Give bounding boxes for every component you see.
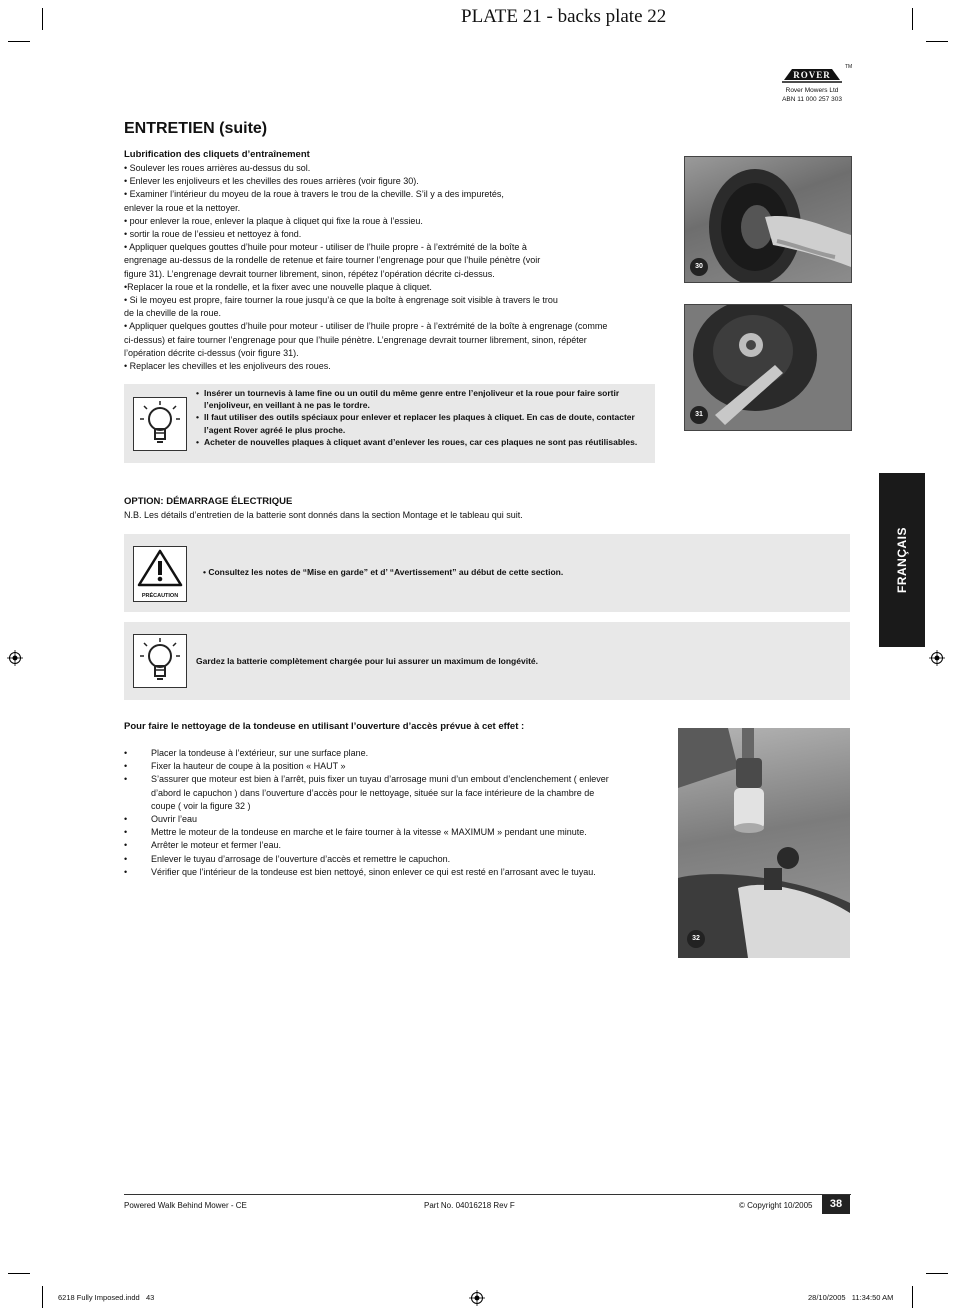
electric-start-title: OPTION: DÉMARRAGE ÉLECTRIQUE	[124, 496, 293, 507]
tip-item: Insérer un tournevis à lame fine ou un outil du même genre entre l’enjoliveur et la roue pour faire sortir l’enjoliveur, en veillant à ne pas le tordre.	[204, 388, 620, 411]
list-item: l’opération décrite ci-dessus (voir figure 31).	[124, 347, 299, 358]
crop-mark	[8, 41, 30, 42]
list-item: • pour enlever la roue, enlever la plaque à cliquet qui fixe la roue à l’essieu.	[124, 215, 423, 226]
wheel-photo-icon	[685, 157, 851, 282]
crop-mark	[926, 1273, 948, 1274]
trademark: TM	[845, 64, 853, 70]
slug-footer-right: 28/10/2005 11:34:50 AM	[808, 1293, 894, 1302]
cleaning-steps	[124, 747, 634, 879]
rover-logo	[782, 64, 853, 86]
footer-divider	[124, 1194, 851, 1195]
plate-title: PLATE 21 - backs plate 22	[461, 6, 667, 27]
list-item: engrenage au-dessus de la rondelle de retenue et faire tourner l’engrenage pour que l’huile pénètre (voir	[124, 255, 541, 266]
tip-item: Acheter de nouvelles plaques à cliquet avant d’enlever les roues, car ces plaques ne sont pas réutilisables.	[204, 436, 638, 447]
warning-triangle-icon	[134, 547, 186, 589]
registration-mark-icon	[929, 650, 945, 666]
list-item: • Si le moyeu est propre, faire tourner la roue jusqu’à ce que la boîte à engrenage soit visible à travers le trou	[124, 295, 558, 306]
logo-text: ROVER	[793, 70, 831, 80]
list-item: • S’assurer que moteur est bien à l’arrêt, puis fixer un tuyau d’arrosage muni d’un embout d’enclenchement ( enlever d’abord le capuchon ) dans l’ouverture d’accès pour le nettoyage, située sur la face intérieure de la chambre de coupe ( voir la figure 32 )	[124, 774, 609, 811]
tip-box	[124, 384, 655, 463]
list-item: • Placer la tondeuse à l’extérieur, sur une surface plane.	[124, 748, 369, 758]
registration-mark-icon	[7, 650, 23, 666]
figure-number-badge: 32	[687, 930, 705, 948]
list-item: • Fixer la hauteur de coupe à la position « HAUT »	[124, 761, 346, 772]
footer-center: Part No. 04016218 Rev F	[424, 1201, 515, 1210]
list-item: • Appliquer quelques gouttes d’huile pour moteur - utiliser de l’huile propre - à l’extrémité de la boîte à	[124, 242, 527, 253]
battery-tip-text: Gardez la batterie complètement chargée pour lui assurer un maximum de longévité.	[196, 656, 538, 666]
cleaning-title: Pour faire le nettoyage de la tondeuse en utilisant l’ouverture d’accès prévue à cet effet :	[124, 721, 525, 732]
crop-mark	[912, 8, 913, 30]
list-item: • Enlever les enjoliveurs et les chevilles des roues arrières (voir figure 30).	[124, 176, 419, 187]
list-item: • Soulever les roues arrières au-dessus du sol.	[124, 163, 311, 173]
list-item: • Vérifier que l’intérieur de la tondeuse est bien nettoyé, sinon enlever ce qui est resté en l’arrosant avec le tuyau.	[124, 866, 596, 877]
tip-icon-frame	[133, 634, 187, 688]
caution-icon-label: PRÉCAUTION	[141, 593, 179, 599]
list-item: • Enlever le tuyau d’arrosage de l’ouverture d’accès et remettre le capuchon.	[124, 853, 451, 864]
language-tab-label: FRANÇAIS	[895, 527, 909, 593]
lightbulb-icon	[134, 635, 186, 687]
figure-32-photo	[678, 728, 850, 958]
crop-mark	[912, 1286, 913, 1308]
list-item: ci-dessus) et faire tourner l’engrenage pour que l’huile pénètre. L’engrenage devrait tourner librement, sinon, répéter	[124, 334, 587, 345]
list-item: •Replacer la roue et la rondelle, et la fixer avec une nouvelle plaque à cliquet.	[124, 281, 432, 292]
hose-connector-photo-icon	[678, 728, 850, 958]
list-item: • Replacer les chevilles et les enjoliveurs des roues.	[124, 361, 331, 372]
list-item: • Appliquer quelques gouttes d’huile pour moteur - utiliser de l’huile propre - à l’extrémité de la boîte à engrenage (comme	[124, 321, 608, 332]
slug-footer-left: 6218 Fully Imposed.indd 43	[58, 1293, 155, 1302]
figure-30-photo	[684, 156, 852, 283]
page-number: 38	[822, 1195, 850, 1214]
gearbox-photo-icon	[685, 305, 851, 430]
list-item: • sortir la roue de l’essieu et nettoyez à fond.	[124, 229, 302, 240]
list-item: • Examiner l’intérieur du moyeu de la roue à travers le trou de la cheville. S’il y a des impuretés,	[124, 189, 504, 200]
crop-mark	[8, 1273, 30, 1274]
caution-text: • Consultez les notes de “Mise en garde” et d’ “Avertissement” au début de cette section.	[203, 567, 564, 577]
figure-31-photo	[684, 304, 852, 431]
crop-mark	[926, 41, 948, 42]
tip-icon-frame	[133, 397, 187, 451]
page-heading: ENTRETIEN (suite)	[124, 120, 268, 137]
list-item: • Mettre le moteur de la tondeuse en marche et le faire tourner à la vitesse « MAXIMUM » pendant une minute.	[124, 827, 587, 838]
crop-mark	[42, 1286, 43, 1308]
brand-block	[770, 64, 854, 114]
caution-box	[124, 534, 850, 612]
lubrication-title: Lubrification des cliquets d’entraînement	[124, 149, 310, 160]
footer-right: © Copyright 10/2005	[739, 1201, 813, 1210]
crop-mark	[42, 8, 43, 30]
battery-tip-box	[124, 622, 850, 700]
list-item: enlever la roue et la nettoyer.	[124, 202, 241, 213]
lightbulb-icon	[134, 398, 186, 450]
tip-list: • Insérer un tournevis à lame fine ou un outil du même genre entre l’enjoliveur et la roue pour faire sortir l’enjoliveur, en veillant à ne pas le tordre. • Il faut utiliser des outils spéciaux pour enlever et replacer les plaques à cliquet. En cas de doute, contacter l’agent Rover agréé le plus proche. • Acheter de nouvelles plaques à cliquet avant d’enlever les roues, car ces plaques ne sont pas réutilisables.	[196, 388, 638, 447]
electric-start-note: N.B. Les détails d’entretien de la batterie sont donnés dans la section Montage et le tableau qui suit.	[124, 510, 523, 520]
company-name: Rover Mowers Ltd	[785, 87, 839, 94]
footer-left: Powered Walk Behind Mower - CE	[124, 1201, 247, 1210]
list-item: figure 31). L’engrenage devrait tourner librement, sinon, répétez l’opération décrite ci-dessus.	[124, 268, 495, 279]
lubrication-list	[124, 162, 664, 373]
list-item: • Ouvrir l’eau	[124, 814, 198, 825]
company-abn: ABN 11 000 257 303	[782, 96, 842, 103]
language-tab	[879, 473, 925, 647]
list-item: • Arrêter le moteur et fermer l’eau.	[124, 840, 282, 851]
registration-mark-icon	[469, 1290, 485, 1306]
caution-icon-frame	[133, 546, 187, 602]
figure-number-badge: 30	[690, 258, 708, 276]
list-item: de la cheville de la roue.	[124, 308, 222, 319]
tip-item: Il faut utiliser des outils spéciaux pour enlever et replacer les plaques à cliquet. En cas de doute, contacter l’agent Rover agréé le plus proche.	[204, 412, 635, 435]
figure-number-badge: 31	[690, 406, 708, 424]
